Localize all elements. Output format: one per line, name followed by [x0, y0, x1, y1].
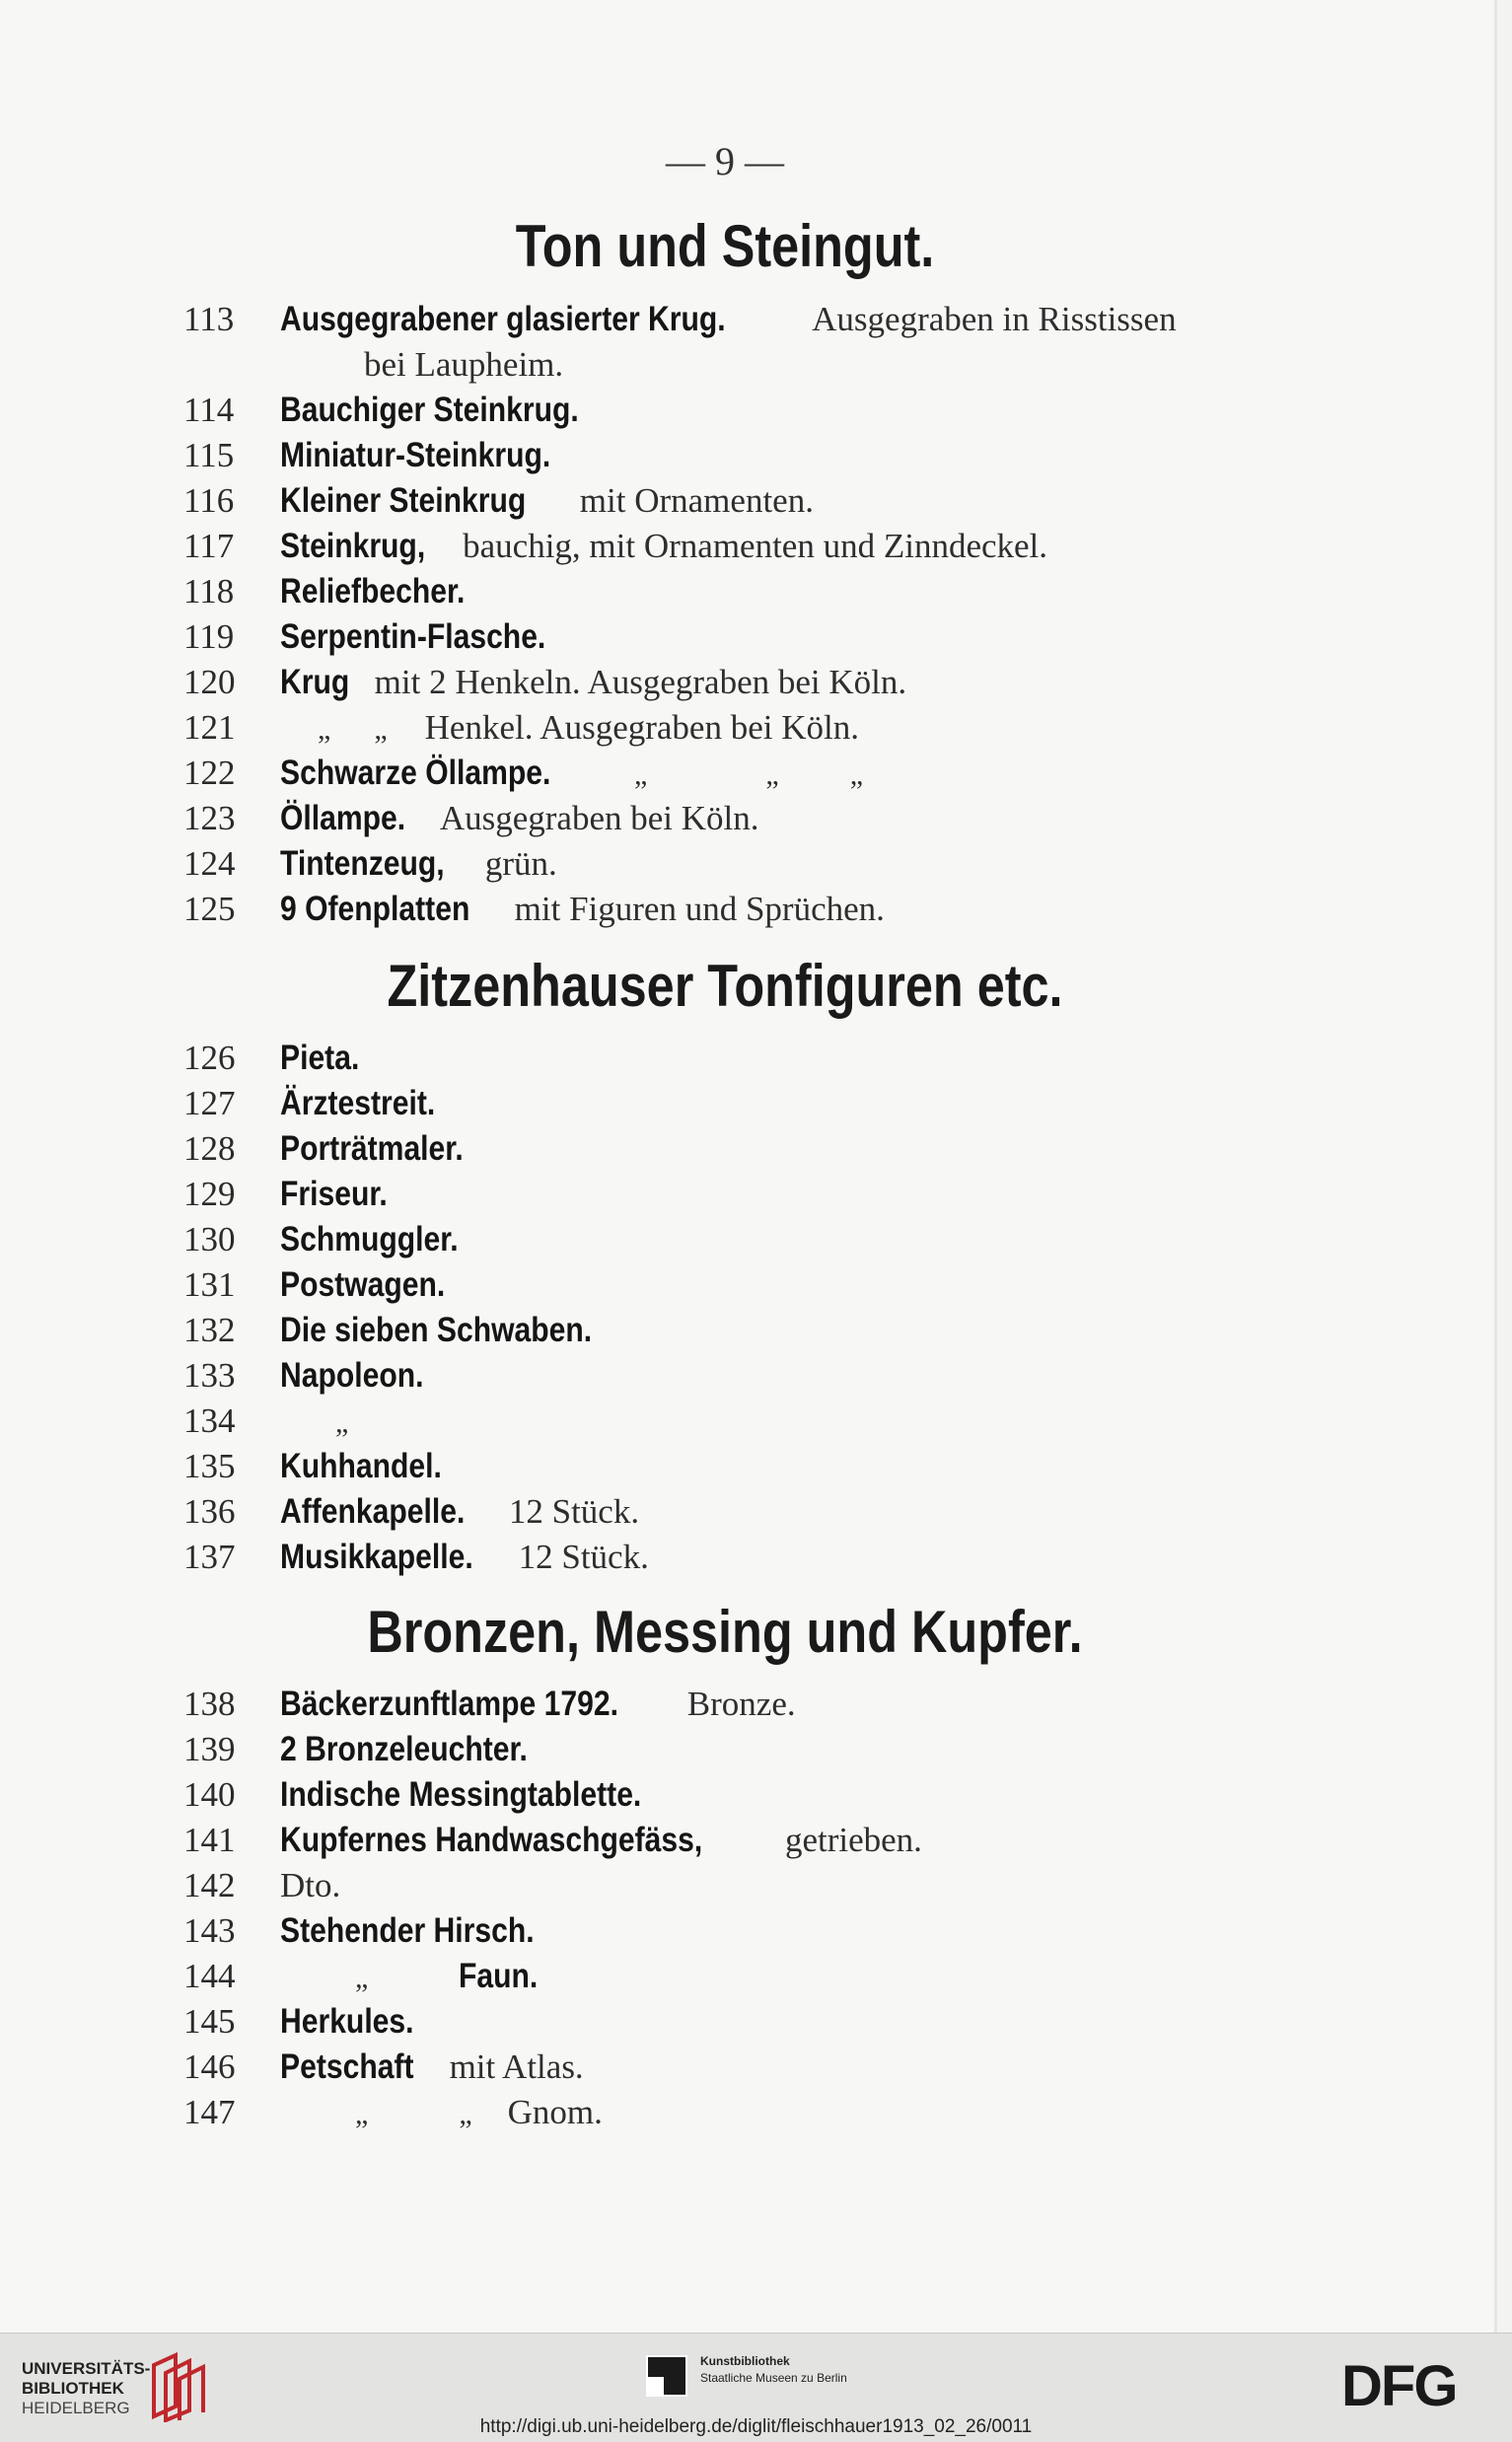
ub-line-1: UNIVERSITÄTS-: [22, 2359, 151, 2378]
entry-title: Öllampe.: [280, 799, 406, 837]
catalog-entry-145: [183, 1999, 1318, 2045]
entry-title: Postwagen.: [280, 1265, 446, 1304]
entry-number: 128: [183, 1129, 236, 1168]
entry-number: 139: [183, 1730, 236, 1768]
entry-description: Ausgegraben in Risstissen: [812, 300, 1177, 338]
kunstbibliothek-logo-icon: [646, 2355, 687, 2397]
entry-number: 122: [183, 754, 236, 792]
catalog-entry-134: [183, 1399, 1318, 1444]
catalog-entry-139: [183, 1727, 1318, 1772]
entry-number: 121: [183, 708, 236, 747]
catalog-entry-132: [183, 1308, 1318, 1353]
catalog-entry-141: [183, 1818, 1318, 1863]
ditto-mark: „: [765, 758, 779, 791]
entry-number: 119: [183, 617, 235, 656]
entry-description: mit Figuren und Sprüchen.: [514, 890, 885, 928]
entry-number: 137: [183, 1538, 236, 1576]
page-number: — 9 —: [666, 139, 784, 183]
entry-title: Kuhhandel.: [280, 1447, 442, 1485]
entry-description: Dto.: [280, 1866, 341, 1904]
entry-title: Schwarze Öllampe.: [280, 754, 551, 792]
entry-title: Indische Messingtablette.: [280, 1775, 642, 1814]
entry-title: Bäckerzunftlampe 1792.: [280, 1685, 618, 1723]
entry-title: Serpentin-Flasche.: [280, 617, 546, 656]
ub-heidelberg-logo-icon: [146, 2351, 209, 2422]
ditto-mark: „: [459, 2098, 472, 2130]
ditto-mark: „: [355, 2098, 369, 2130]
ub-heidelberg-label: [22, 2359, 150, 2418]
entry-title: Faun.: [459, 1957, 539, 1995]
catalog-entry-118: [183, 569, 1318, 614]
entry-title: Herkules.: [280, 2002, 414, 2041]
entry-number: 141: [183, 1821, 236, 1859]
catalog-entry-123: [183, 796, 1318, 841]
entry-number: 132: [183, 1311, 236, 1349]
ditto-mark: „: [849, 758, 864, 791]
catalog-entry-135: [183, 1444, 1318, 1489]
entry-description: getrieben.: [784, 1821, 922, 1859]
entry-number: 129: [183, 1175, 236, 1213]
kb-line-2: Staatliche Museen zu Berlin: [700, 2371, 847, 2385]
kb-line-1: Kunstbibliothek: [700, 2354, 790, 2368]
catalog-entry-147: [183, 2090, 1318, 2135]
catalog-entry-115: [183, 433, 1318, 478]
entry-description: mit Atlas.: [449, 2047, 584, 2086]
entry-title: Reliefbecher.: [280, 572, 466, 610]
ditto-mark: „: [634, 758, 648, 791]
entry-number: 114: [183, 391, 235, 429]
catalog-entry-129: [183, 1172, 1318, 1217]
entry-title: Krug: [280, 663, 350, 701]
entry-number: 138: [183, 1685, 236, 1723]
entry-description: 12 Stück.: [518, 1538, 649, 1576]
entry-title: Stehender Hirsch.: [280, 1911, 535, 1950]
catalog-entry-122: [183, 751, 1318, 796]
entry-number: 131: [183, 1265, 236, 1304]
entry-title: Ärztestreit.: [280, 1084, 436, 1122]
entry-description: bauchig, mit Ornamenten und Zinndeckel.: [463, 527, 1048, 565]
entry-number: 133: [183, 1356, 236, 1395]
entry-title: Bauchiger Steinkrug.: [280, 391, 579, 429]
source-url[interactable]: http://digi.ub.uni-heidelberg.de/diglit/fleischhauer1913_02_26/0011: [479, 2416, 1033, 2437]
entry-number: 125: [183, 890, 236, 928]
entry-number: 126: [183, 1039, 236, 1077]
entry-number: 142: [183, 1866, 236, 1904]
entry-number: 120: [183, 663, 236, 701]
catalog-entry-137: [183, 1535, 1318, 1580]
entry-title: Pieta.: [280, 1039, 360, 1077]
entry-title: Affenkapelle.: [280, 1492, 466, 1531]
catalog-entry-133: [183, 1353, 1318, 1399]
entry-number: 113: [183, 300, 235, 338]
entry-number: 143: [183, 1911, 236, 1950]
section-heading-zitzenhauser-tonfiguren: Zitzenhauser Tonfiguren etc.: [387, 953, 1063, 1019]
entry-number: 118: [183, 572, 235, 610]
entry-description: 12 Stück.: [508, 1492, 640, 1531]
catalog-entry-113: [183, 297, 1318, 384]
entry-number: 140: [183, 1775, 236, 1814]
ditto-mark: „: [355, 1962, 369, 1994]
entry-title: Steinkrug,: [280, 527, 426, 565]
entry-description: Ausgegraben bei Köln.: [439, 799, 759, 837]
entry-number: 134: [183, 1401, 236, 1440]
entry-title: 2 Bronzeleuchter.: [280, 1730, 528, 1768]
entry-description: Henkel. Ausgegraben bei Köln.: [424, 708, 859, 747]
entry-title: Kupfernes Handwaschgefäss,: [280, 1821, 703, 1859]
entry-title: Napoleon.: [280, 1356, 424, 1395]
catalog-entry-124: [183, 841, 1318, 887]
entry-title: Miniatur-Steinkrug.: [280, 436, 551, 474]
dfg-logo: DFG: [1341, 2354, 1457, 2418]
entry-title: 9 Ofenplatten: [280, 890, 470, 928]
entry-number: 115: [183, 436, 235, 474]
entry-title: Kleiner Steinkrug: [280, 481, 527, 520]
catalog-entry-120: [183, 660, 1318, 705]
digitization-footer: [0, 2333, 1512, 2442]
catalog-entry-119: [183, 614, 1318, 660]
ub-line-2: BIBLIOTHEK: [22, 2379, 124, 2398]
entry-title: Ausgegrabener glasierter Krug.: [280, 300, 726, 338]
entry-description: Gnom.: [507, 2093, 603, 2131]
entry-number: 146: [183, 2047, 236, 2086]
entry-number: 123: [183, 799, 236, 837]
section-heading-ton-und-steingut: Ton und Steingut.: [515, 213, 935, 279]
catalog-entry-117: [183, 524, 1318, 569]
entry-description: mit Ornamenten.: [579, 481, 814, 520]
entry-description: mit 2 Henkeln. Ausgegraben bei Köln.: [374, 663, 907, 701]
entry-number: 147: [183, 2093, 236, 2131]
entry-number: 127: [183, 1084, 236, 1122]
catalog-entry-128: [183, 1126, 1318, 1172]
catalog-entry-116: [183, 478, 1318, 524]
entry-number: 124: [183, 844, 236, 883]
catalog-entry-144: [183, 1954, 1318, 1999]
catalog-entry-142: [183, 1863, 1318, 1908]
catalog-entry-127: [183, 1081, 1318, 1126]
entry-number: 116: [183, 481, 235, 520]
entry-title: Porträtmaler.: [280, 1129, 464, 1168]
catalog-entry-143: [183, 1908, 1318, 1954]
catalog-entry-126: [183, 1036, 1318, 1081]
kunstbibliothek-label: [700, 2353, 847, 2387]
entry-number: 130: [183, 1220, 236, 1258]
entry-title: Musikkapelle.: [280, 1538, 473, 1576]
catalog-entry-130: [183, 1217, 1318, 1262]
ditto-mark: „: [335, 1406, 349, 1439]
catalog-entry-131: [183, 1262, 1318, 1308]
entry-title: Die sieben Schwaben.: [280, 1311, 593, 1349]
entry-number: 145: [183, 2002, 236, 2041]
entry-description: Bronze.: [686, 1685, 796, 1723]
catalog-entry-140: [183, 1772, 1318, 1818]
ditto-mark: „: [318, 713, 331, 746]
catalog-entry-121: [183, 705, 1318, 751]
catalog-entry-136: [183, 1489, 1318, 1535]
catalog-entry-146: [183, 2045, 1318, 2090]
catalog-entry-125: [183, 887, 1318, 932]
entry-number: 136: [183, 1492, 236, 1531]
entry-title: Friseur.: [280, 1175, 388, 1213]
entry-number: 144: [183, 1957, 236, 1995]
catalog-entry-138: [183, 1682, 1318, 1727]
ditto-mark: „: [374, 713, 388, 746]
ub-line-3: HEIDELBERG: [22, 2399, 130, 2417]
section-heading-bronzen-messing-kupfer: Bronzen, Messing und Kupfer.: [367, 1599, 1083, 1665]
catalog-entry-114: [183, 388, 1318, 433]
entry-number: 117: [183, 527, 235, 565]
entry-description-continued: bei Laupheim.: [364, 345, 564, 384]
entry-title: Schmuggler.: [280, 1220, 459, 1258]
entry-number: 135: [183, 1447, 236, 1485]
entry-description: grün.: [484, 844, 557, 883]
entry-title: Petschaft: [280, 2047, 414, 2086]
entry-title: Tintenzeug,: [280, 844, 445, 883]
